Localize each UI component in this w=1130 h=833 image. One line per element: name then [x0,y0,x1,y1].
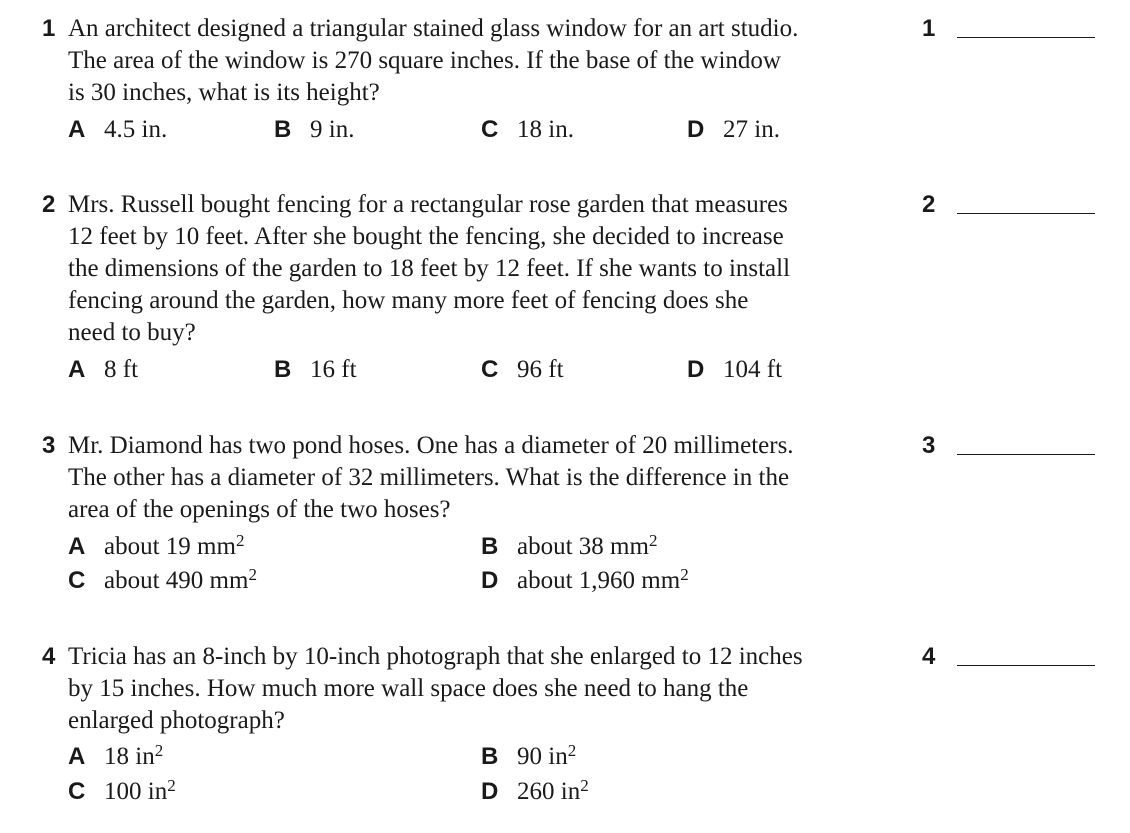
choice-letter: D [481,778,499,805]
choice-letter: D [481,567,499,594]
choice-text-value: 90 in [517,743,568,770]
choice-c[interactable] [68,564,257,601]
choice-letter: C [481,116,499,143]
choice-text [517,743,576,770]
choice-b[interactable] [481,530,657,567]
question-line: the dimensions of the garden to 18 feet by 12 feet. If she wants to install [68,255,791,282]
question-line: Mrs. Russell bought fencing for a rectangular rose garden that measures [68,191,788,218]
choice-b[interactable] [274,353,357,390]
question-line: by 15 inches. How much more wall space does she need to hang the [68,675,749,702]
answer-blank[interactable] [957,213,1095,214]
answer-choices [68,530,868,564]
answer-blank[interactable] [957,37,1095,38]
choice-c[interactable] [481,113,574,150]
choice-d[interactable] [687,353,782,390]
choice-letter: A [68,743,86,770]
choice-letter: C [68,567,86,594]
choice-letter: A [68,533,86,560]
choice-text: 104 ft [723,356,783,383]
choice-letter: B [481,743,499,770]
answer-number: 2 [922,191,936,218]
question-line: The area of the window is 270 square inches. If the base of the window [68,47,781,74]
question-line: need to buy? [68,319,196,346]
answer-number: 4 [922,643,936,670]
question-line: Tricia has an 8-inch by 10-inch photograph that she enlarged to 12 inches [68,643,803,670]
superscript: 2 [567,741,577,760]
answer-choices [68,113,868,147]
question-number: 1 [42,15,56,42]
choice-text: 16 ft [310,356,357,383]
choice-text [104,743,163,770]
choice-text-value: about 38 mm [517,533,649,560]
choice-text-value: about 1,960 mm [517,567,681,594]
choice-a[interactable] [68,353,138,390]
choice-text-value: 100 in [104,778,168,805]
choice-letter: B [481,533,499,560]
answer-choices [68,564,868,598]
choice-a[interactable] [68,113,167,150]
choice-letter: D [687,356,705,383]
choice-text-value: about 19 mm [104,533,236,560]
choice-text [517,533,657,560]
superscript: 2 [248,565,257,584]
answer-number: 1 [922,15,936,42]
choice-text-value: 260 in [517,778,581,805]
question-line: An architect designed a triangular stained glass window for an art studio. [68,15,799,42]
answer-choices [68,353,868,387]
choice-text [517,567,689,594]
choice-text [104,778,176,805]
question-number: 3 [42,432,56,459]
choice-text: 8 ft [104,356,139,383]
answer-choices [68,740,868,774]
choice-a[interactable] [68,530,244,567]
choice-d[interactable] [481,775,589,812]
superscript: 2 [580,776,589,795]
choice-b[interactable] [274,113,354,150]
question-line: area of the openings of the two hoses? [68,496,451,523]
choice-letter: A [68,356,86,383]
superscript: 2 [235,531,245,550]
question-line: fencing around the garden, how many more feet of fencing does she [68,287,749,314]
choice-c[interactable] [481,353,564,390]
question-text [68,13,898,109]
choice-text: 27 in. [723,116,780,143]
question-text [68,641,898,737]
choice-text: 96 ft [517,356,564,383]
choice-letter: C [68,778,86,805]
question-line: enlarged photograph? [68,707,285,734]
choice-text: 9 in. [310,116,355,143]
question-line: 12 feet by 10 feet. After she bought the fencing, she decided to increase [68,223,784,250]
answer-number: 3 [922,432,936,459]
choice-text: 18 in. [517,116,574,143]
superscript: 2 [167,776,176,795]
question-line: is 30 inches, what is its height? [68,79,380,106]
choice-text [517,778,589,805]
question-text [68,430,898,526]
answer-choices [68,775,868,809]
choice-text-value: 18 in [104,743,155,770]
answer-blank[interactable] [957,665,1095,666]
choice-letter: A [68,116,86,143]
answer-blank[interactable] [957,454,1095,455]
choice-text: 4.5 in. [104,116,168,143]
superscript: 2 [154,741,164,760]
choice-letter: C [481,356,499,383]
choice-letter: D [687,116,705,143]
choice-text [104,567,257,594]
choice-text [104,533,244,560]
superscript: 2 [680,565,689,584]
choice-letter: B [274,116,292,143]
choice-a[interactable] [68,740,163,777]
choice-c[interactable] [68,775,176,812]
question-line: The other has a diameter of 32 millimeters. What is the difference in the [68,464,790,491]
question-text [68,189,898,349]
choice-d[interactable] [687,113,780,150]
question-number: 4 [42,643,56,670]
question-number: 2 [42,191,56,218]
choice-letter: B [274,356,292,383]
choice-b[interactable] [481,740,576,777]
choice-text-value: about 490 mm [104,567,249,594]
superscript: 2 [648,531,658,550]
question-line: Mr. Diamond has two pond hoses. One has a diameter of 20 millimeters. [68,432,794,459]
choice-d[interactable] [481,564,689,601]
